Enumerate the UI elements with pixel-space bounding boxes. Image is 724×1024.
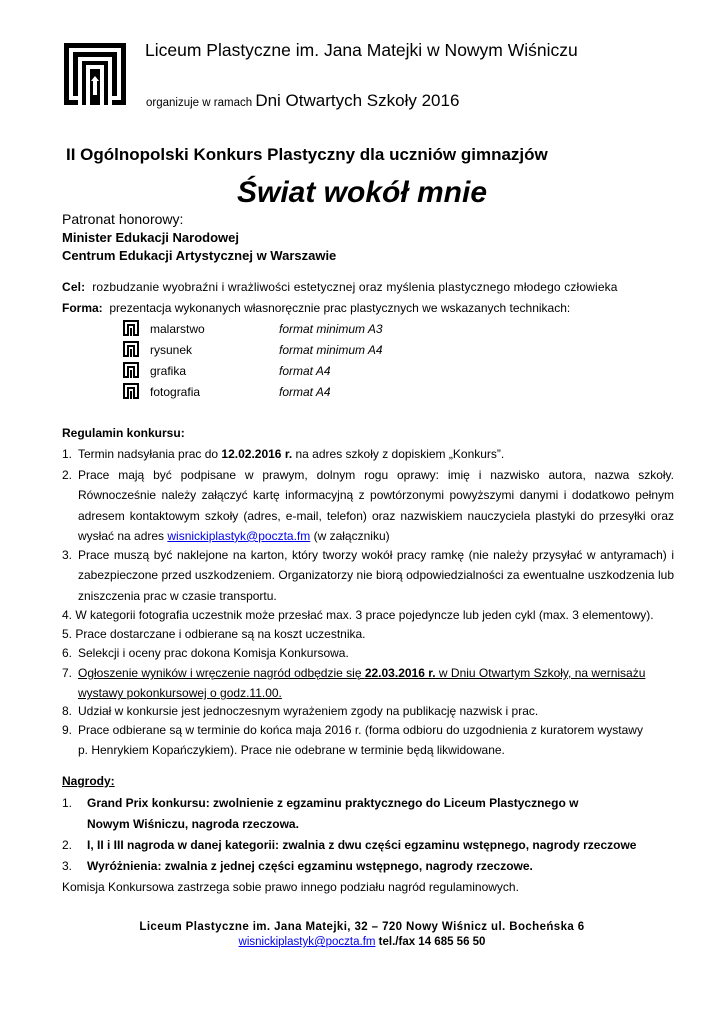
rule-number: 7. [62, 666, 73, 680]
rule-text: 5. Prace dostarczane i odbierane są na koszt uczestnika. [62, 627, 366, 641]
rule-number: 6. [62, 646, 73, 660]
rule-text: Termin nadsyłania prac do [78, 447, 222, 461]
rule-text: Udział w konkursie jest jednoczesnym wyrażeniem zgody na publikację nazwisk i prac. [78, 704, 539, 718]
rule-item [62, 720, 674, 761]
prize-item [62, 856, 674, 877]
technique-name: fotografia [150, 385, 201, 399]
rule-text: Ogłoszenie wyników i wręczenie nagród odbędzie się [78, 666, 365, 680]
technique-name: rysunek [150, 343, 193, 357]
goal-text: rozbudzanie wyobraźni i wrażliwości estetycznej oraz myślenia plastycznego młodego człowieka [92, 280, 618, 294]
rule-date: 12.02.2016 r. [221, 447, 293, 461]
rule-item [62, 605, 674, 625]
footer-email-link[interactable]: wisnickiplastyk@poczta.fm [238, 936, 376, 948]
prize-item [62, 793, 674, 835]
rule-text: (w załączniku) [310, 528, 390, 543]
form-line [62, 301, 570, 315]
rule-text: Selekcji i oceny prac dokona Komisja Konkursowa. [78, 646, 349, 660]
rule-text: na adres szkoły z dopiskiem „Konkurs”. [292, 447, 505, 461]
rule-text: w Dniu Otwartym Szkoły, na wernisażu wystawy pokonkursowej o godz.11.00. [78, 666, 646, 701]
contest-title: Świat wokół mnie [236, 176, 488, 209]
school-logo-icon [123, 320, 139, 336]
rule-item [62, 545, 674, 606]
rule-item [62, 701, 674, 721]
rule-item [62, 444, 674, 464]
form-text: prezentacja wykonanych własnoręcznie prac plastycznych we wskazanych technikach: [109, 301, 571, 315]
prize-text: Grand Prix konkursu: zwolnienie z egzaminu praktycznego do Liceum Plastycznego w Nowym Wiśniczu, nagroda rzeczowa. [87, 796, 579, 831]
rule-number: 2. [62, 468, 73, 482]
rule-text: Prace mają być podpisane w prawym, dolnym rogu oprawy: imię i nazwisko autora, nazwa szkoły. Równocześnie należy załączyć kartę informacyjną z powtórzonymi powyższymi danymi i dodatkowo pełnym adresem kontaktowym szkoły (adres, e-mail, telefon) oraz nazwiskiem nauczyciela plastyki do przesyłki oraz wysłać na adres [78, 468, 674, 543]
school-logo-icon [123, 362, 139, 378]
prize-number: 3. [62, 859, 73, 873]
prizes-heading: Nagrody: [62, 774, 115, 788]
patron-item: Minister Edukacji Narodowej [62, 230, 239, 245]
school-logo-icon [123, 383, 139, 399]
prize-item [62, 835, 674, 856]
organizes-line [146, 91, 459, 111]
email-link[interactable]: wisnickiplastyk@poczta.fm [167, 528, 311, 543]
prize-number: 1. [62, 796, 73, 810]
prize-number: 2. [62, 838, 73, 852]
prize-text: Wyróżnienia: zwalnia z jednej części egzaminu wstępnego, nagrody rzeczowe. [87, 859, 533, 873]
rule-item [62, 465, 674, 546]
technique-format: format minimum A4 [279, 343, 383, 357]
goal-label: Cel: [62, 280, 86, 294]
rule-number: 1. [62, 447, 73, 461]
technique-name: grafika [150, 364, 187, 378]
prize-text: I, II i III nagroda w danej kategorii: zwalnia z dwu części egzaminu wstępnego, nagrody rzeczowe [87, 838, 637, 852]
technique-format: format minimum A3 [279, 322, 383, 336]
patronage-label: Patronat honorowy: [62, 211, 184, 227]
rule-text: Prace muszą być naklejone na karton, który tworzy wokół pracy ramkę (nie należy przysyłać w antyramach) i zabezpieczone przed uszkodzeniem. Organizatorzy nie biorą odpowiedzialności za ewentualne uszkodzenia lub zniszczenia prac w czasie transportu. [78, 548, 674, 603]
prizes-note: Komisja Konkursowa zastrzega sobie prawo innego podziału nagród regulaminowych. [62, 880, 519, 894]
event-name: Dni Otwartych Szkoły 2016 [255, 91, 460, 110]
school-logo-icon [64, 43, 126, 105]
organizes-prefix: organizuje w ramach [146, 97, 253, 109]
footer-address: Liceum Plastyczne im. Jana Matejki, 32 – 720 Nowy Wiśnicz ul. Bocheńska 6 [139, 921, 585, 933]
patron-item: Centrum Edukacji Artystycznej w Warszawie [62, 247, 337, 263]
patrons-list [62, 229, 336, 264]
form-label: Forma: [62, 301, 103, 315]
rule-number: 9. [62, 723, 73, 737]
rule-date: 22.03.2016 r. [364, 666, 436, 680]
rule-item [62, 643, 674, 663]
school-name: Liceum Plastyczne im. Jana Matejki w Nowym Wiśniczu [145, 40, 578, 60]
goal-line [62, 280, 618, 294]
rule-item [62, 624, 674, 644]
technique-name: malarstwo [150, 322, 205, 336]
school-logo-icon [123, 341, 139, 357]
technique-format: format A4 [279, 364, 331, 378]
footer-phone: tel./fax 14 685 56 50 [375, 936, 486, 948]
rule-text: 4. W kategorii fotografia uczestnik może przesłać max. 3 prace pojedyncze lub jeden cykl (max. 3 elementowy). [62, 608, 654, 622]
technique-format: format A4 [279, 385, 331, 399]
footer-contact [0, 936, 724, 948]
rules-heading: Regulamin konkursu: [62, 426, 185, 440]
rule-number: 8. [62, 704, 73, 718]
rule-number: 3. [62, 548, 73, 562]
rule-item [62, 663, 674, 704]
contest-name: II Ogólnopolski Konkurs Plastyczny dla uczniów gimnazjów [66, 145, 548, 164]
rule-text: Prace odbierane są w terminie do końca maja 2016 r. (forma odbioru do uzgodnienia z kuratorem wystawy p. Henrykiem Kopańczykiem). Prace nie odebrane w terminie będą likwidowane. [78, 723, 643, 758]
